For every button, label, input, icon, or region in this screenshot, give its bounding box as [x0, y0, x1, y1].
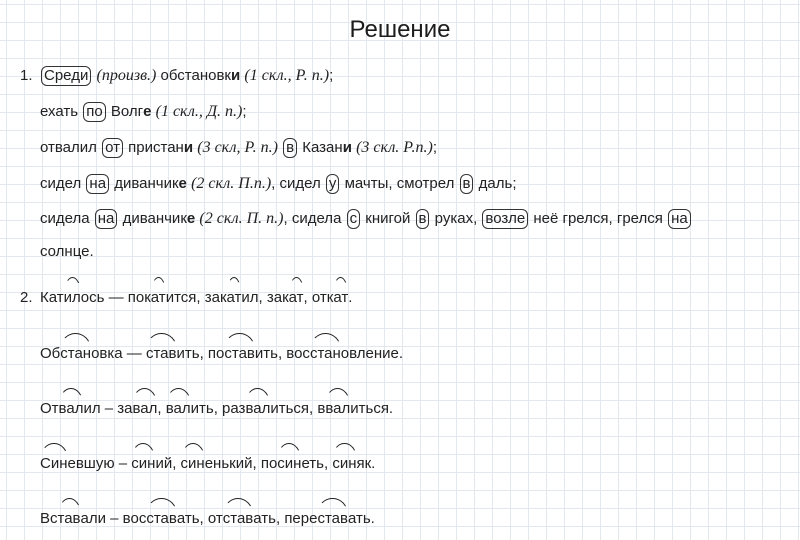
preposition-box: от: [102, 138, 123, 158]
word-part: еть,: [301, 455, 333, 472]
ending: е: [178, 175, 187, 192]
word: диванчик: [122, 210, 187, 227]
word-part: ать, от: [176, 510, 223, 527]
punct: ;: [432, 139, 437, 156]
case-note: (3 скл. Р.п.): [356, 139, 433, 156]
word-part: ится, зак: [165, 289, 227, 306]
root-arc: став: [146, 507, 177, 531]
root-arc: ил: [64, 286, 81, 310]
ending: е: [186, 210, 196, 227]
word-part: ать.: [347, 510, 375, 527]
word: солнце.: [40, 243, 94, 260]
root-arc: тав: [58, 507, 81, 531]
preposition-box: у: [326, 174, 340, 194]
root-arc: вал: [132, 397, 157, 421]
ending: и: [183, 139, 194, 156]
word: мачты, смотрел: [344, 175, 455, 192]
word-part: иться.: [350, 400, 394, 417]
root-arc: син: [131, 452, 155, 476]
word-part: ать, пере: [253, 510, 318, 527]
case-note: (3 скл, Р. п.): [197, 139, 278, 156]
root-arc: ат: [289, 286, 304, 310]
preposition-box: по: [83, 102, 105, 122]
root-arc: ат: [333, 286, 348, 310]
preposition-box: Среди: [41, 66, 91, 86]
preposition-box: на: [86, 174, 109, 194]
word: даль;: [478, 175, 517, 192]
word-part: овление.: [340, 345, 403, 362]
word: диванчик: [114, 175, 179, 192]
word-part: енький, по: [204, 455, 278, 472]
task2-number: 2.: [20, 289, 33, 306]
word: Волг: [110, 103, 144, 120]
word-part: овка —: [91, 345, 146, 362]
word-part: , отк: [303, 289, 334, 306]
root-arc: вал: [59, 397, 84, 421]
word: , сидела: [283, 210, 342, 227]
preposition-box: в: [460, 174, 474, 194]
root-arc: стан: [310, 342, 341, 366]
root-arc: стан: [60, 342, 91, 366]
root-arc: ат: [227, 286, 242, 310]
root-arc: став: [224, 342, 255, 366]
root-arc: син: [332, 452, 356, 476]
preposition-box: возле: [482, 209, 528, 229]
preposition-box: на: [95, 209, 118, 229]
word-part: али – вос: [80, 510, 147, 527]
word-part: ил – за: [83, 400, 133, 417]
word-part: ий,: [155, 455, 181, 472]
root-arc: вал: [166, 397, 191, 421]
word-part: ить, по: [176, 345, 225, 362]
preposition-box: в: [283, 138, 297, 158]
word: неё грелся, грелся: [533, 210, 663, 227]
word: руках,: [434, 210, 478, 227]
word-part: ось — пок: [80, 289, 151, 306]
root-arc: син: [277, 452, 301, 476]
ending: и: [230, 67, 241, 84]
word: Казан: [302, 139, 343, 156]
ending: и: [342, 139, 352, 156]
root-arc: вал: [325, 397, 350, 421]
root-arc: ат: [151, 286, 166, 310]
word: , сидел: [271, 175, 321, 192]
root-arc: вал: [245, 397, 270, 421]
word-part: ,: [157, 400, 166, 417]
word: сидел: [40, 175, 82, 192]
root-arc: син: [181, 452, 205, 476]
word-part: як.: [356, 455, 376, 472]
word-part: .: [348, 289, 353, 306]
note: (произв.): [96, 67, 157, 84]
word-part: евшую –: [67, 455, 132, 472]
word-part: иться, в: [270, 400, 326, 417]
word: сидела: [40, 210, 90, 227]
word-part: Об: [40, 345, 61, 362]
preposition-box: на: [668, 209, 691, 229]
preposition-box: с: [347, 209, 361, 229]
task1-number: 1.: [20, 67, 33, 84]
word-part: Кат: [40, 289, 64, 306]
word-part: Вс: [40, 510, 58, 527]
word: книгой: [365, 210, 411, 227]
page-title: Решение: [349, 16, 451, 43]
punct: ;: [242, 103, 247, 120]
word: пристан: [128, 139, 184, 156]
ending: е: [143, 103, 152, 120]
root-arc: став: [223, 507, 254, 531]
word-part: ить, вос: [254, 345, 310, 362]
word: ехать: [40, 103, 79, 120]
root-arc: став: [146, 342, 177, 366]
word: отвалил: [40, 139, 97, 156]
word-part: ить, раз: [190, 400, 246, 417]
preposition-box: в: [416, 209, 430, 229]
case-note: (2 скл. П. п.): [199, 210, 284, 227]
case-note: (1 скл., Д. п.): [155, 103, 243, 120]
case-note: (1 скл., Р. п.): [244, 67, 330, 84]
word-part: От: [40, 400, 59, 417]
root-arc: Син: [40, 452, 68, 476]
word: обстановк: [160, 67, 231, 84]
root-arc: став: [317, 507, 348, 531]
case-note: (2 скл. П.п.): [191, 175, 272, 192]
word-part: ил, зак: [241, 289, 289, 306]
punct: ;: [329, 67, 334, 84]
